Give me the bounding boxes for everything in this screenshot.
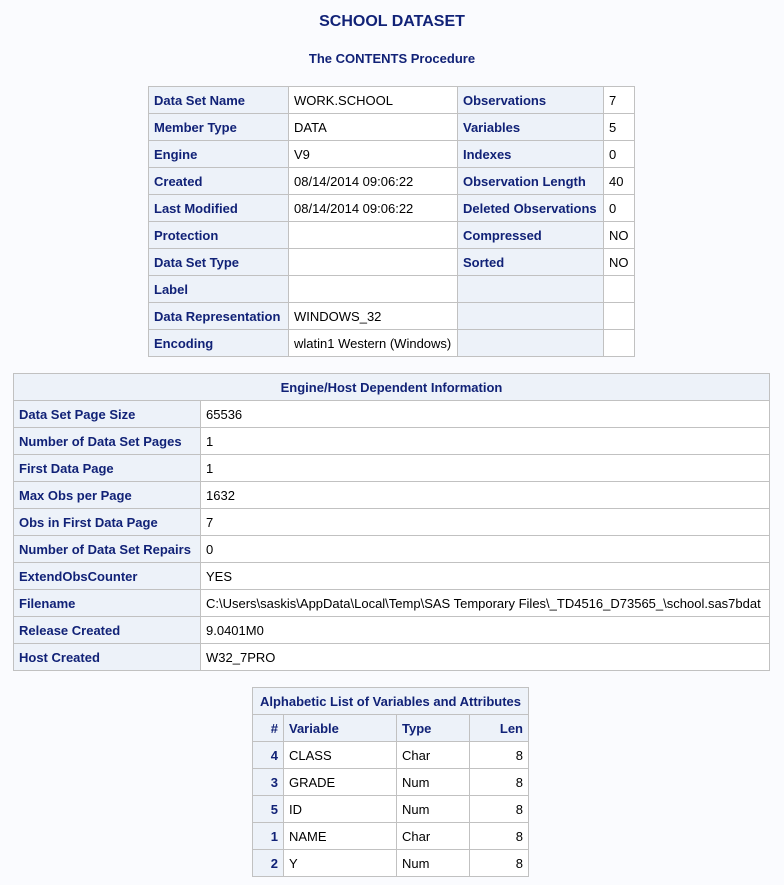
variable-length: 8 [470,850,529,877]
attribute-row [149,222,635,249]
variable-name: NAME [284,823,397,850]
engine-host-label: Host Created [14,644,201,671]
engine-host-value: 65536 [201,401,770,428]
col-header-num: # [253,715,284,742]
attribute-label: Engine [149,141,289,168]
attribute-value [604,276,635,303]
variable-type: Num [397,796,470,823]
attribute-value [289,276,458,303]
engine-host-row [14,482,770,509]
engine-host-row [14,590,770,617]
attribute-value: 0 [604,195,635,222]
col-header-variable: Variable [284,715,397,742]
attribute-value: wlatin1 Western (Windows) [289,330,458,357]
attribute-value: NO [604,222,635,249]
attribute-label: Sorted [458,249,604,276]
engine-host-label: Filename [14,590,201,617]
col-header-type: Type [397,715,470,742]
engine-host-value: 1 [201,455,770,482]
attribute-value: 08/14/2014 09:06:22 [289,168,458,195]
attribute-row [149,141,635,168]
variable-name: GRADE [284,769,397,796]
attribute-value: V9 [289,141,458,168]
attribute-value: 40 [604,168,635,195]
variable-number: 4 [253,742,284,769]
attribute-row [149,195,635,222]
attribute-label: Protection [149,222,289,249]
variable-type: Num [397,850,470,877]
variable-number: 1 [253,823,284,850]
variable-type: Char [397,823,470,850]
attribute-label: Label [149,276,289,303]
attribute-label: Data Representation [149,303,289,330]
attribute-value: 0 [604,141,635,168]
engine-host-row [14,509,770,536]
attribute-label: Data Set Name [149,87,289,114]
attribute-row [149,276,635,303]
engine-host-label: First Data Page [14,455,201,482]
engine-host-row [14,617,770,644]
engine-host-value: 7 [201,509,770,536]
variable-row [253,823,529,850]
engine-host-row [14,563,770,590]
dataset-attributes-table [148,86,635,357]
engine-host-row [14,644,770,671]
variable-name: ID [284,796,397,823]
variable-name: Y [284,850,397,877]
attribute-value [604,330,635,357]
engine-host-label: Number of Data Set Pages [14,428,201,455]
attribute-value: WORK.SCHOOL [289,87,458,114]
engine-host-label: Release Created [14,617,201,644]
variable-name: CLASS [284,742,397,769]
attribute-value: 08/14/2014 09:06:22 [289,195,458,222]
variable-number: 5 [253,796,284,823]
engine-host-value: YES [201,563,770,590]
attribute-label: Last Modified [149,195,289,222]
attribute-row [149,168,635,195]
attribute-label: Compressed [458,222,604,249]
attribute-value: WINDOWS_32 [289,303,458,330]
variable-row [253,850,529,877]
attribute-label: Data Set Type [149,249,289,276]
variable-length: 8 [470,823,529,850]
engine-host-value: 0 [201,536,770,563]
attribute-label: Created [149,168,289,195]
variable-type: Num [397,769,470,796]
engine-host-value: W32_7PRO [201,644,770,671]
attribute-row [149,87,635,114]
attribute-value [604,303,635,330]
attribute-row [149,330,635,357]
attribute-label: Observations [458,87,604,114]
engine-host-value: 9.0401M0 [201,617,770,644]
engine-host-row [14,401,770,428]
attribute-value: 5 [604,114,635,141]
engine-host-table [13,373,770,671]
attribute-label [458,330,604,357]
variables-table [252,687,529,877]
variable-row [253,796,529,823]
engine-host-label: Obs in First Data Page [14,509,201,536]
attribute-label: Deleted Observations [458,195,604,222]
attribute-label: Encoding [149,330,289,357]
attribute-value [289,249,458,276]
engine-host-value: C:\Users\saskis\AppData\Local\Temp\SAS Temporary Files\_TD4516_D73565_\school.sas7bdat [201,590,770,617]
engine-host-row [14,428,770,455]
variable-length: 8 [470,742,529,769]
attribute-label: Indexes [458,141,604,168]
variable-length: 8 [470,796,529,823]
variable-length: 8 [470,769,529,796]
variables-caption: Alphabetic List of Variables and Attributes [253,688,529,715]
engine-host-label: Number of Data Set Repairs [14,536,201,563]
engine-host-label: Data Set Page Size [14,401,201,428]
attribute-value [289,222,458,249]
variable-type: Char [397,742,470,769]
attribute-value: NO [604,249,635,276]
engine-host-row [14,536,770,563]
variable-row [253,769,529,796]
attribute-row [149,249,635,276]
engine-host-caption: Engine/Host Dependent Information [14,374,770,401]
attribute-row [149,114,635,141]
attribute-value: DATA [289,114,458,141]
attribute-label [458,303,604,330]
variable-number: 2 [253,850,284,877]
variable-number: 3 [253,769,284,796]
col-header-len: Len [470,715,529,742]
engine-host-value: 1632 [201,482,770,509]
attribute-label [458,276,604,303]
attribute-value: 7 [604,87,635,114]
attribute-label: Member Type [149,114,289,141]
engine-host-label: Max Obs per Page [14,482,201,509]
procedure-subtitle: The CONTENTS Procedure [308,51,476,66]
page-title: SCHOOL DATASET [319,13,465,30]
attribute-row [149,303,635,330]
engine-host-row [14,455,770,482]
engine-host-value: 1 [201,428,770,455]
attribute-label: Variables [458,114,604,141]
attribute-label: Observation Length [458,168,604,195]
variable-row [253,742,529,769]
engine-host-label: ExtendObsCounter [14,563,201,590]
